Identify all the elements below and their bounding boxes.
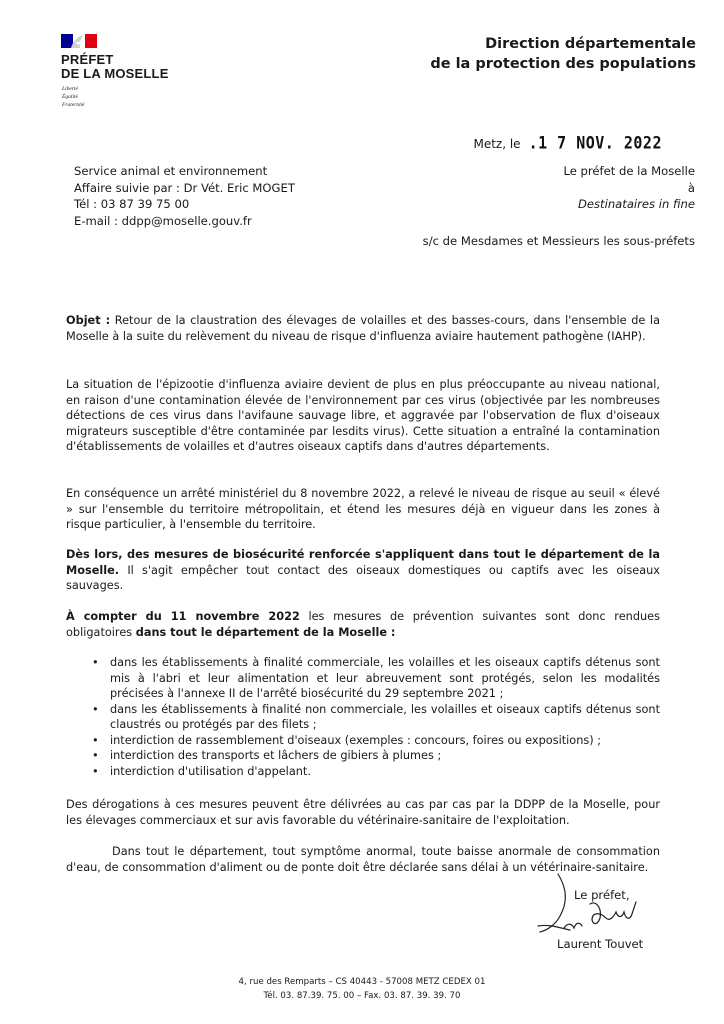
paragraph-situation-text: La situation de l'épizootie d'influenza aviaire devient de plus en plus préoccupante au niveau national, en raison d'une contamination élevée de l'environnement par ces virus (objectivée par les nombreuses détections de ces virus dans l'avifaune sauvage libre, et aggravée par l'observation de flux d'oiseaux migrateurs susceptible d'être contaminée par lesdits virus). Cette situation a entraîné la contamination d'établissements de volailles et d'autres oiseaux captifs dans d'autres départements. bbox=[66, 378, 660, 453]
measures-date-bold: À compter du 11 novembre 2022 bbox=[66, 610, 300, 623]
bullet-icon: • bbox=[92, 656, 99, 669]
prefet-logotype bbox=[61, 53, 169, 81]
paragraph-consequence-text: En conséquence un arrêté ministériel du 8 novembre 2022, a relevé le niveau de risque au seuil « élevé » sur l'ensemble du territoire métropolitain, et étend les mesures déjà en vigueur dans les zones à risque particulier, à l'ensemble du territoire. bbox=[66, 487, 660, 531]
date-line bbox=[473, 134, 662, 152]
paragraph-consequence bbox=[66, 486, 660, 533]
objet-text: Retour de la claustration des élevages de volailles et des basses-cours, dans l'ensemble de la Moselle à la suite du relèvement du niveau de risque d'influenza aviaire hautement pathogène (IAHP). bbox=[66, 314, 660, 343]
list-item bbox=[92, 702, 660, 733]
recipient-sc: s/c de Mesdames et Messieurs les sous-préfets bbox=[422, 234, 695, 248]
direction-line-1: Direction départementale bbox=[485, 36, 696, 52]
sender-block bbox=[74, 163, 295, 229]
motto-fraternite: Fraternité bbox=[62, 102, 85, 108]
list-item-text: dans les établissements à finalité non commerciale, les volailles et oiseaux captifs détenus sont claustrés ou protégés par des filets ; bbox=[110, 702, 660, 731]
bullet-icon: • bbox=[92, 749, 99, 762]
signature-title: Le préfet, bbox=[574, 888, 630, 902]
prefet-line-2: DE LA MOSELLE bbox=[61, 66, 169, 81]
biosecurity-rest: Il s'agit empêcher tout contact des oiseaux domestiques ou captifs avec les oiseaux sauvages. bbox=[66, 563, 660, 592]
list-item-text: interdiction d'utilisation d'appelant. bbox=[110, 764, 311, 778]
marianne-logo-icon bbox=[61, 31, 99, 51]
footer-phone: Tél. 03. 87.39. 75. 00 – Fax. 03. 87. 39. 39. 70 bbox=[263, 991, 461, 1001]
date-prefix: Metz, le bbox=[473, 137, 521, 151]
direction-heading bbox=[430, 34, 696, 74]
list-item-text: interdiction des transports et lâchers de gibiers à plumes ; bbox=[110, 749, 442, 762]
motto-egalite: Égalité bbox=[62, 94, 78, 100]
motto-liberte: Liberté bbox=[62, 86, 78, 92]
sender-tel: Tél : 03 87 39 75 00 bbox=[74, 197, 190, 211]
sender-affaire: Affaire suivie par : Dr Vét. Eric MOGET bbox=[74, 180, 295, 195]
paragraph-measures-intro bbox=[66, 609, 660, 640]
measures-scope-bold: dans tout le département de la Moselle : bbox=[135, 625, 396, 639]
sender-service: Service animal et environnement bbox=[74, 164, 268, 178]
prefet-line-1: PRÉFET bbox=[61, 52, 114, 67]
paragraph-situation bbox=[66, 377, 660, 455]
footer-address: 4, rue des Remparts – CS 40443 - 57008 METZ CEDEX 01 bbox=[238, 977, 486, 987]
paragraph-derogations bbox=[66, 797, 660, 828]
sender-email: E-mail : ddpp@moselle.gouv.fr bbox=[74, 213, 252, 228]
republic-motto bbox=[62, 85, 85, 109]
bullet-icon: • bbox=[92, 702, 99, 716]
measures-list bbox=[92, 655, 660, 779]
objet-label: Objet : bbox=[66, 314, 111, 327]
paragraph-derogations-text: Des dérogations à ces mesures peuvent être délivrées au cas par cas par la DDPP de la Moselle, pour les élevages commerciaux et sur avis favorable du vétérinaire-sanitaire de l'exploitation. bbox=[66, 798, 660, 827]
list-item bbox=[92, 748, 660, 764]
biosecurity-bold: Dès lors, des mesures de biosécurité renforcée s'appliquent dans tout le département de la Moselle. bbox=[66, 548, 660, 577]
bullet-icon: • bbox=[92, 764, 99, 778]
list-item bbox=[92, 655, 660, 702]
date-stamp: .1 7 NOV. 2022 bbox=[528, 132, 662, 154]
recipient-block bbox=[563, 163, 695, 213]
list-item bbox=[92, 764, 660, 780]
direction-line-2: de la protection des populations bbox=[430, 56, 696, 72]
list-item-text: interdiction de rassemblement d'oiseaux (exemples : concours, foires ou expositions) ; bbox=[110, 733, 602, 747]
signature-name: Laurent Touvet bbox=[557, 937, 644, 951]
paragraph-symptoms-text: Dans tout le département, tout symptôme anormal, toute baisse anormale de consommation d'eau, de consommation d'aliment ou de ponte doit être déclarée sans délai à un vétérinaire-sanitaire. bbox=[66, 845, 660, 874]
page-footer bbox=[0, 975, 724, 1003]
objet-paragraph bbox=[66, 313, 660, 344]
recipient-destinataires: Destinataires in fine bbox=[577, 197, 695, 211]
recipient-a: à bbox=[687, 180, 695, 195]
paragraph-biosecurity bbox=[66, 547, 660, 594]
list-item bbox=[92, 733, 660, 749]
measures-mid: les mesures de prévention suivantes sont donc rendues obligatoires bbox=[66, 610, 660, 639]
list-item-text: dans les établissements à finalité commerciale, les volailles et les oiseaux captifs détenus sont mis à l'abri et leur alimentation et leur abreuvement sont protégés, selon les modalités précisées à l'annexe II de l'arrêté biosécurité du 29 septembre 2021 ; bbox=[110, 656, 660, 700]
bullet-icon: • bbox=[92, 733, 99, 747]
recipient-from: Le préfet de la Moselle bbox=[563, 164, 695, 178]
handwritten-signature bbox=[530, 868, 650, 938]
